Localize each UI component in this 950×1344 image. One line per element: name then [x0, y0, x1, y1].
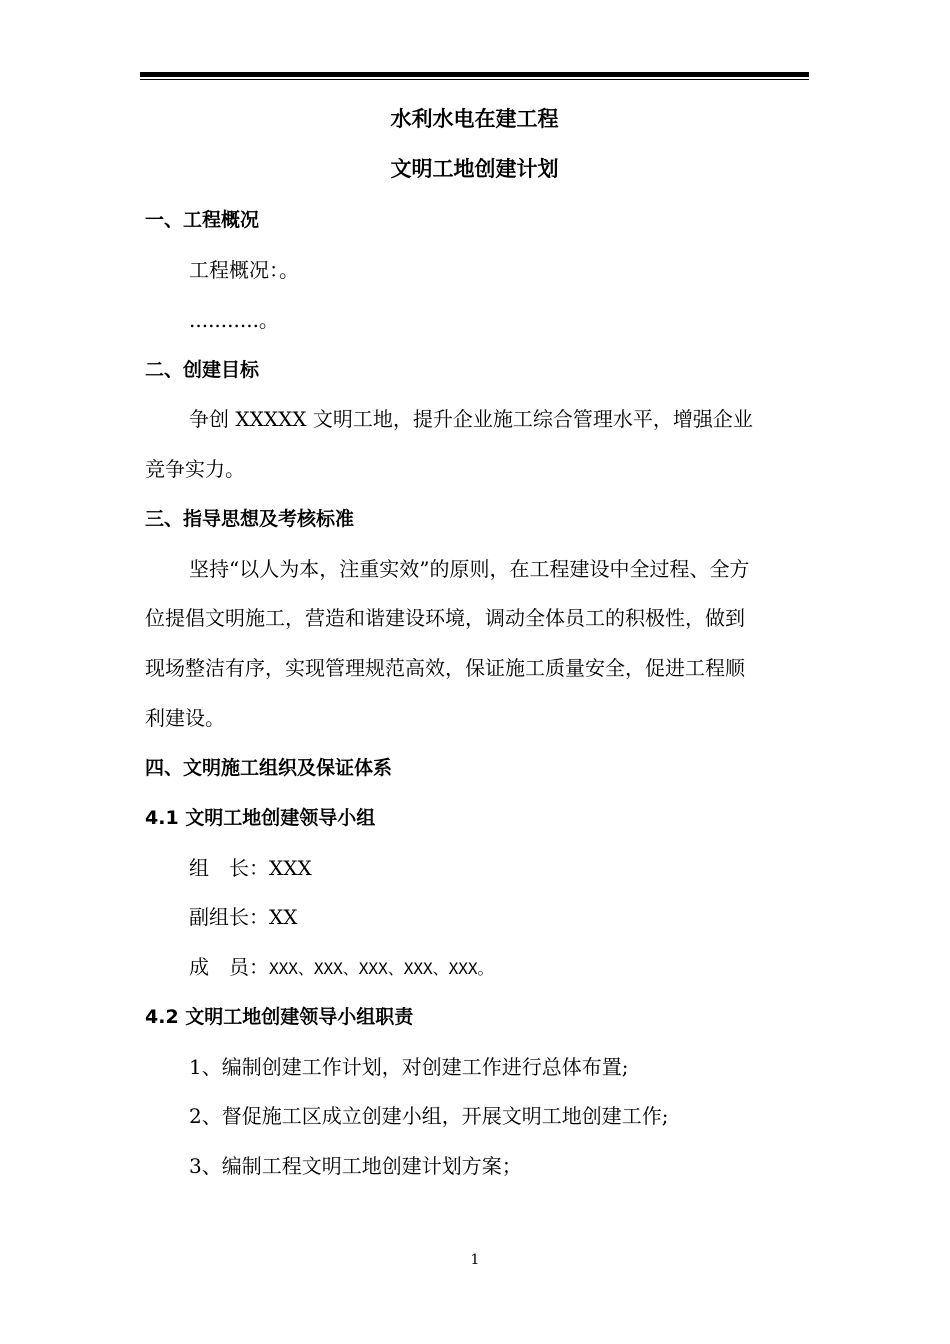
section3-paragraph-line3: 现场整洁有序，实现管理规范高效，保证施工质量安全，促进工程顺 [145, 656, 745, 680]
members-value: XXX、XXX、XXX、XXX、XXX。 [269, 959, 494, 978]
section1-paragraph-2: ...........。 [189, 308, 279, 332]
section4-heading: 四、文明施工组织及保证体系 [145, 757, 393, 779]
document-title-line2: 文明工地创建计划 [390, 157, 559, 181]
header-rule-thick [140, 72, 809, 77]
page-number: 1 [470, 1252, 480, 1268]
duty-item: 1、编制创建工作计划，对创建工作进行总体布置; [189, 1055, 629, 1079]
section2-paragraph-line2: 竞争实力。 [145, 457, 245, 481]
section2-paragraph-line1: 争创 XXXXX 文明工地，提升企业施工综合管理水平，增强企业 [189, 407, 753, 431]
deputy-line: 副组长：XX [189, 905, 298, 929]
duty-item: 2、督促施工区成立创建小组，开展文明工地创建工作; [189, 1104, 669, 1128]
members-label: 成 员： [189, 955, 269, 979]
section1-paragraph-1: 工程概况：。 [189, 258, 299, 282]
section3-heading: 三、指导思想及考核标准 [145, 508, 355, 530]
section3-paragraph-line1: 坚持“以人为本，注重实效”的原则，在工程建设中全过程、全方 [189, 557, 750, 581]
section3-paragraph-line4: 利建设。 [145, 706, 225, 730]
members-line [189, 953, 859, 983]
document-title-line1: 水利水电在建工程 [390, 107, 559, 131]
duty-item: 3、编制工程文明工地创建计划方案； [189, 1154, 522, 1178]
section4-2-heading: 4.2 文明工地创建领导小组职责 [145, 1006, 414, 1028]
section2-heading: 二、创建目标 [145, 359, 260, 381]
section4-1-heading: 4.1 文明工地创建领导小组 [145, 807, 376, 829]
leader-line: 组 长：XXX [189, 856, 312, 880]
section3-paragraph-line2: 位提倡文明施工，营造和谐建设环境，调动全体员工的积极性，做到 [145, 606, 745, 630]
header-rule-thin [140, 79, 809, 80]
section1-heading: 一、工程概况 [145, 209, 260, 231]
